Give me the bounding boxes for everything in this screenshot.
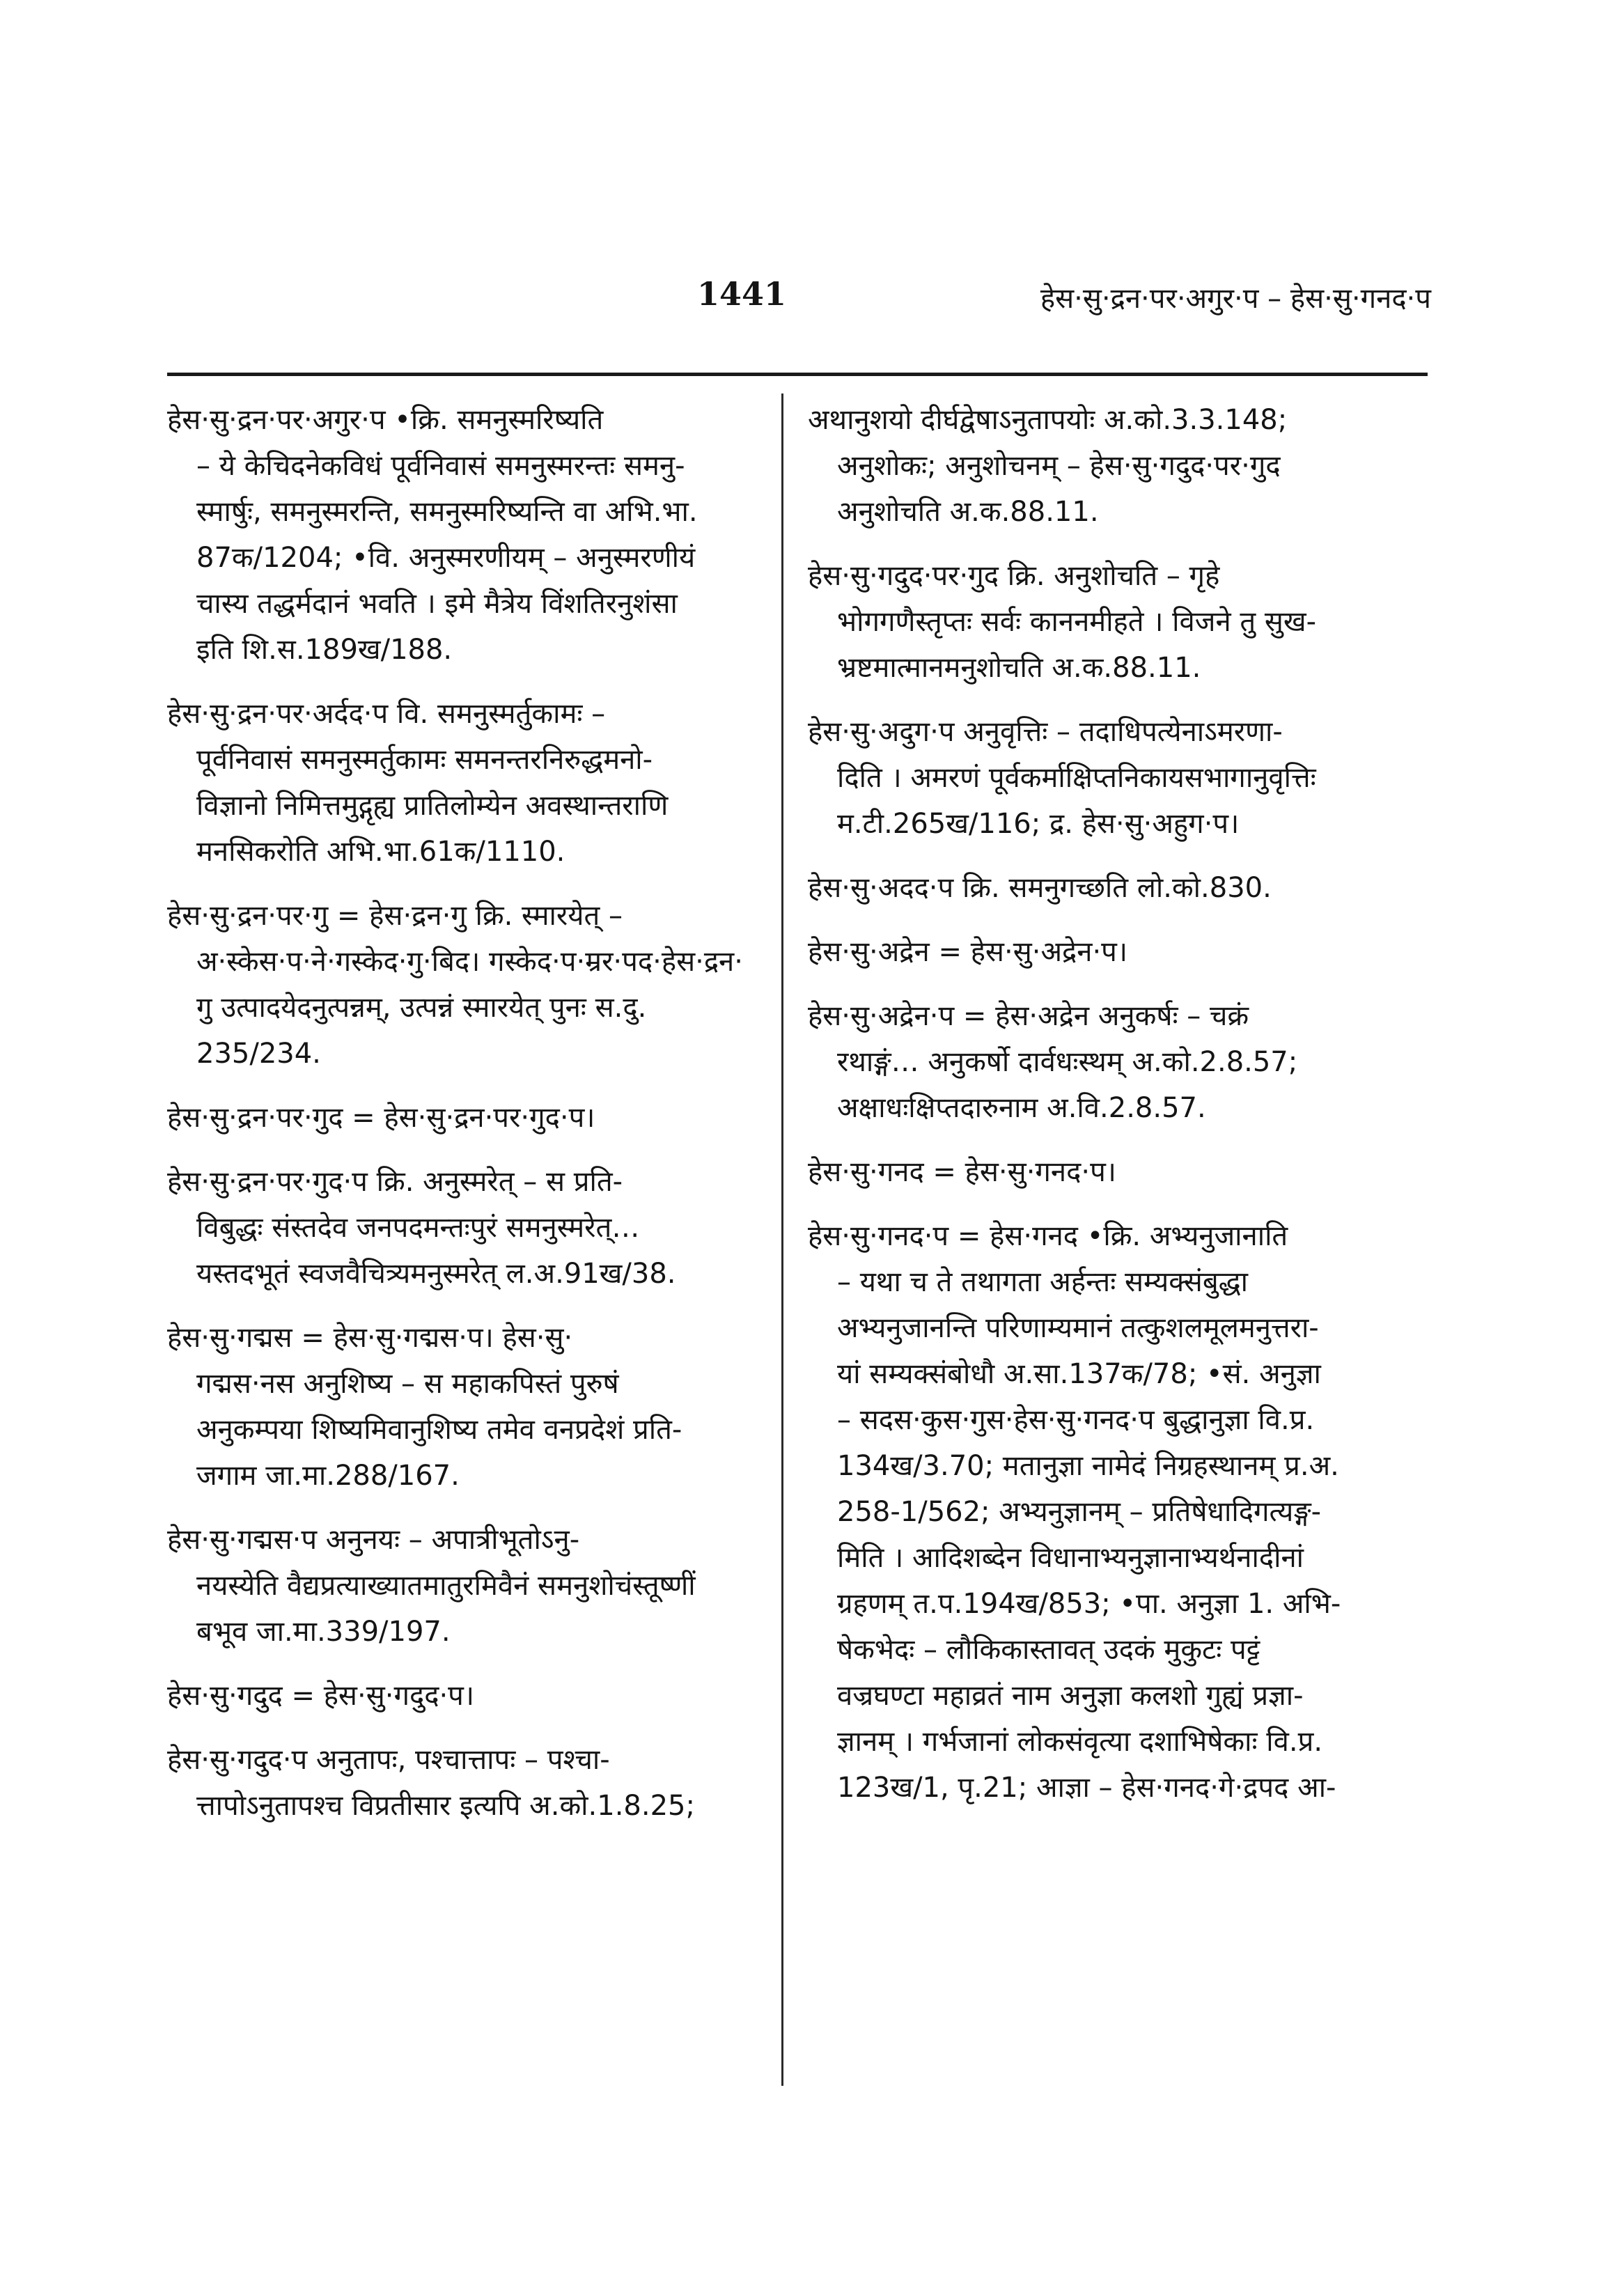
entry-headline: हेस·सु·द्रन·पर·गु = हेस·द्रन·गु क्रि. स्मारयेत् – xyxy=(167,900,623,932)
entry-headline: हेस·सु·गनद = हेस·सु·गनद·प। xyxy=(808,1156,1116,1188)
dictionary-entry xyxy=(167,397,766,673)
entry-text-line: स्मार्षुः, समनुस्मरन्ति, समनुस्मरिष्यन्ति वा अभि.भा. xyxy=(196,496,698,528)
entry-text-line: मिति । आदिशब्देन विधानाभ्यनुज्ञानाभ्यर्थनादीनां xyxy=(837,1542,1304,1574)
entry-headline: हेस·सु·द्रन·पर·अर्दद·प वि. समनुस्मर्तुकामः – xyxy=(167,698,606,730)
entry-text-line: म.टी.265ख/116; द्र. हेस·सु·अहुग·प। xyxy=(837,808,1240,840)
entry-text-line: 87क/1204; •वि. अनुस्मरणीयम् – अनुस्मरणीयं xyxy=(196,542,696,574)
entry-headline: हेस·सु·गदुद = हेस·सु·गदुद·प। xyxy=(167,1680,475,1712)
entry-text-line: नयस्येति वैद्यप्रत्याख्यातमातुरमिवैनं समनुशोचंस्तूष्णीं xyxy=(196,1570,696,1602)
entry-headline: अथानुशयो दीर्घद्वेषाऽनुतापयोः अ.को.3.3.148; xyxy=(808,404,1288,436)
column-divider xyxy=(781,393,783,2086)
entry-text-line: गु उत्पादयेदनुत्पन्नम्, उत्पन्नं स्मारयेत् पुनः स.दु. xyxy=(196,992,647,1024)
entry-text-line: यस्तदभूतं स्वजवैचित्र्यमनुस्मरेत् ल.अ.91ख/38. xyxy=(196,1258,676,1290)
entry-text-line: दिति । अमरणं पूर्वकर्माक्षिप्तनिकायसभागानुवृत्तिः xyxy=(837,762,1316,794)
entry-headline: हेस·सु·गदुद·पर·गुद क्रि. अनुशोचति – गृहे xyxy=(808,560,1220,592)
entry-text-line: रथाङ्गं… अनुकर्षो दार्वधःस्थम् अ.को.2.8.57; xyxy=(837,1046,1298,1078)
dictionary-entry xyxy=(167,1315,766,1499)
entry-text-line: यां सम्यक्संबोधौ अ.सा.137क/78; •सं. अनुज्ञा xyxy=(837,1358,1321,1390)
dictionary-entry xyxy=(808,1149,1421,1195)
entry-headline: हेस·सु·द्रन·पर·अगुर·प •क्रि. समनुस्मरिष्यति xyxy=(167,404,604,436)
entry-text-line: षेकभेदः – लौकिकास्तावत् उदकं मुकुटः पट्टं xyxy=(837,1634,1260,1666)
entry-text-line: 258-1/562; अभ्यनुज्ञानम् – प्रतिषेधादिगत्यङ्ग- xyxy=(837,1496,1322,1528)
page-number: 1441 xyxy=(696,275,787,313)
entry-text-line: ग्रहणम् त.प.194ख/853; •पा. अनुज्ञा 1. अभि- xyxy=(837,1588,1341,1620)
left-column xyxy=(167,397,766,1847)
entry-text-line: – सदस·कुस·गुस·हेस·सु·गनद·प बुद्धानुज्ञा वि.प्र. xyxy=(837,1404,1315,1436)
entry-text-line: त्तापोऽनुतापश्च विप्रतीसार इत्यपि अ.को.1.8.25; xyxy=(196,1790,695,1822)
entry-text-line: भ्रष्टमात्मानमनुशोचति अ.क.88.11. xyxy=(837,652,1201,684)
dictionary-entry xyxy=(167,1517,766,1655)
entry-headline: हेस·सु·द्रन·पर·गुद = हेस·सु·द्रन·पर·गुद·प। xyxy=(167,1102,595,1134)
entry-text-line: बभूव जा.मा.339/197. xyxy=(196,1616,451,1648)
entry-headline: हेस·सु·गद्मस = हेस·सु·गद्मस·प। हेस·सु· xyxy=(167,1322,573,1354)
entry-text-line: गद्मस·नस अनुशिष्य – स महाकपिस्तं पुरुषं xyxy=(196,1368,619,1400)
dictionary-entry xyxy=(808,993,1421,1131)
entry-headline: हेस·सु·अद्रेन·प = हेस·अद्रेन अनुकर्षः – चक्रं xyxy=(808,1000,1249,1032)
dictionary-entry xyxy=(808,1213,1421,1811)
entry-text-line: – यथा च ते तथागता अर्हन्तः सम्यक्संबुद्धा xyxy=(837,1266,1249,1298)
entry-text-line: अनुशोकः; अनुशोचनम् – हेस·सु·गदुद·पर·गुद xyxy=(837,450,1281,482)
entry-headline: हेस·सु·अदुग·प अनुवृत्तिः – तदाधिपत्येनाऽमरणा- xyxy=(808,716,1283,748)
dictionary-entry xyxy=(167,691,766,875)
entry-text-line: 134ख/3.70; मतानुज्ञा नामेदं निग्रहस्थानम् प्र.अ. xyxy=(837,1450,1339,1482)
dictionary-entry xyxy=(808,865,1421,911)
running-head: हेस·सु·द्रन·पर·अगुर·प – हेस·सु·गनद·प xyxy=(1040,283,1431,315)
entry-text-line: मनसिकरोति अभि.भा.61क/1110. xyxy=(196,836,565,868)
dictionary-entry xyxy=(167,1737,766,1829)
entry-text-line: चास्य तद्धर्मदानं भवति । इमे मैत्रेय विंशतिरनुशंसा xyxy=(196,588,678,620)
entry-headline: हेस·सु·गनद·प = हेस·गनद •क्रि. अभ्यनुजानाति xyxy=(808,1220,1288,1252)
entry-text-line: विबुद्धः संस्तदेव जनपदमन्तःपुरं समनुस्मरेत्… xyxy=(196,1212,640,1244)
entry-headline: हेस·सु·गदुद·प अनुतापः, पश्चात्तापः – पश्चा- xyxy=(167,1744,610,1776)
entry-text-line: जगाम जा.मा.288/167. xyxy=(196,1460,460,1492)
entry-text-line: ज्ञानम् । गर्भजानां लोकसंवृत्या दशाभिषेकाः वि.प्र. xyxy=(837,1726,1323,1758)
entry-headline: हेस·सु·अद्रेन = हेस·सु·अद्रेन·प। xyxy=(808,936,1128,968)
dictionary-entry xyxy=(167,893,766,1077)
right-column xyxy=(808,397,1421,1829)
dictionary-entry xyxy=(808,397,1421,535)
page-header xyxy=(0,275,1624,331)
dictionary-entry xyxy=(167,1673,766,1719)
dictionary-entry xyxy=(808,929,1421,975)
entry-text-line: पूर्वनिवासं समनुस्मर्तुकामः समनन्तरनिरुद्धमनो- xyxy=(196,744,653,776)
entry-text-line: भोगगणैस्तृप्तः सर्वः काननमीहते । विजने तु सुख- xyxy=(837,606,1317,638)
entry-text-line: अनुकम्पया शिष्यमिवानुशिष्य तमेव वनप्रदेशं प्रति- xyxy=(196,1414,682,1446)
entry-text-line: अनुशोचति अ.क.88.11. xyxy=(837,496,1099,528)
entry-text-line: अक्षाधःक्षिप्तदारुनाम अ.वि.2.8.57. xyxy=(837,1092,1206,1124)
dictionary-entry xyxy=(808,553,1421,691)
entry-text-line: अभ्यनुजानन्ति परिणाम्यमानं तत्कुशलमूलमनुत्तरा- xyxy=(837,1312,1319,1344)
header-rule xyxy=(167,373,1428,376)
entry-headline: हेस·सु·अदद·प क्रि. समनुगच्छति लो.को.830. xyxy=(808,872,1272,904)
dictionary-entry xyxy=(167,1095,766,1141)
entry-text-line: इति शि.स.189ख/188. xyxy=(196,634,453,666)
entry-text-line: अ·स्केस·प·ने·गस्केद·गु·बिद। गस्केद·प·म्रर·पद·हेस·द्रन· xyxy=(196,946,743,978)
entry-headline: हेस·सु·गद्मस·प अनुनयः – अपात्रीभूतोऽनु- xyxy=(167,1524,580,1556)
entry-text-line: 235/234. xyxy=(196,1038,321,1070)
dictionary-entry xyxy=(167,1159,766,1297)
entry-text-line: वज्रघण्टा महाव्रतं नाम अनुज्ञा कलशो गुह्यं प्रज्ञा- xyxy=(837,1680,1304,1712)
dictionary-entry xyxy=(808,709,1421,847)
entry-text-line: – ये केचिदनेकविधं पूर्वनिवासं समनुस्मरन्तः समनु- xyxy=(196,450,685,482)
entry-text-line: 123ख/1, पृ.21; आज्ञा – हेस·गनद·गे·द्रपद आ- xyxy=(837,1772,1336,1804)
entry-text-line: विज्ञानो निमित्तमुद्गृह्य प्रातिलोम्येन अवस्थान्तराणि xyxy=(196,790,669,822)
entry-headline: हेस·सु·द्रन·पर·गुद·प क्रि. अनुस्मरेत् – स प्रति- xyxy=(167,1166,623,1198)
